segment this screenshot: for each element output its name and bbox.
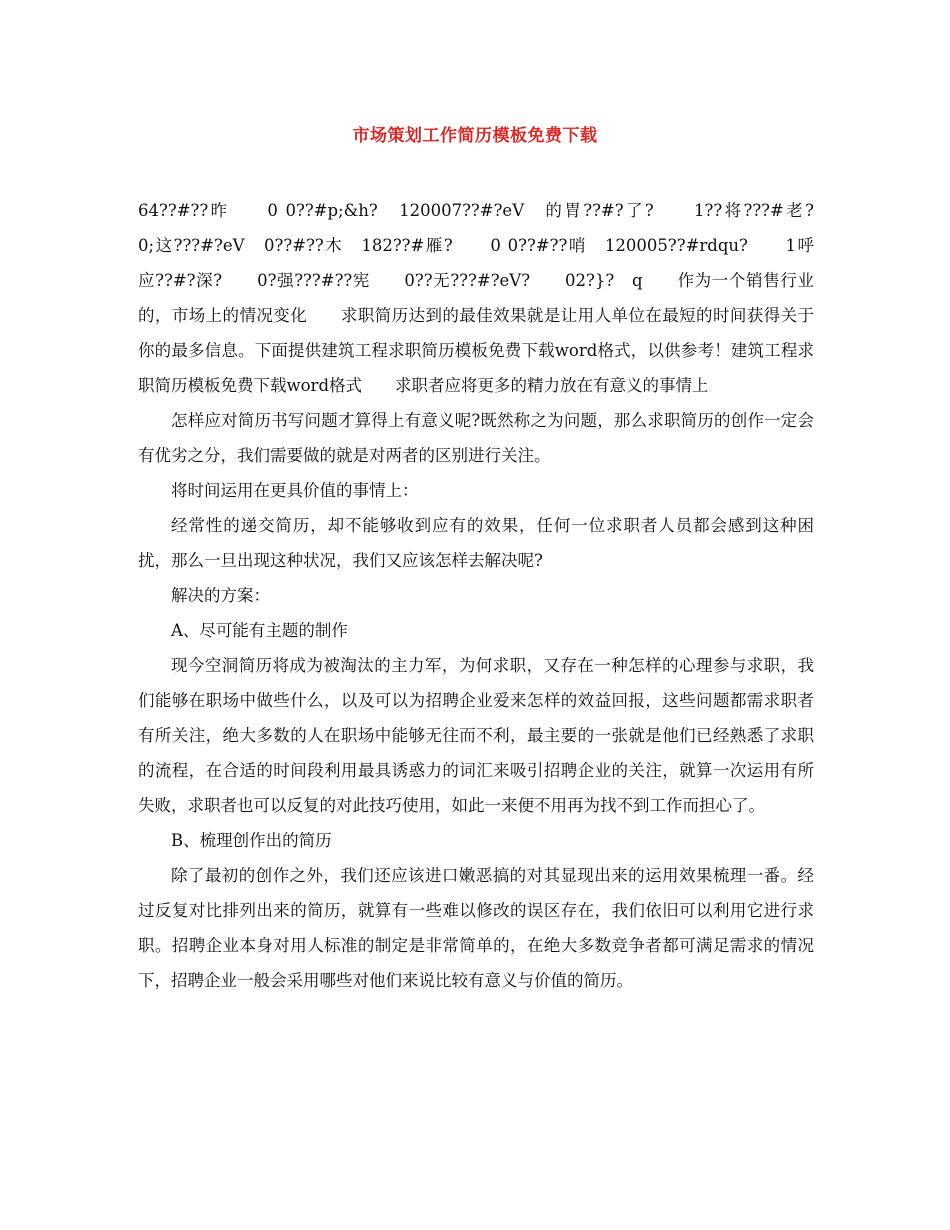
paragraph: 怎样应对简历书写问题才算得上有意义呢?既然称之为问题，那么求职简历的创作一定会有优劣之分，我们需要做的就是对两者的区别进行关注。 — [138, 411, 814, 465]
section-heading-b: B、梳理创作出的简历 — [171, 831, 332, 850]
paragraph: 除了最初的创作之外，我们还应该进口嫩恶搞的对其显现出来的运用效果梳理一番。经过反复对比排列出来的简历，就算有一些难以修改的误区存在，我们依旧可以利用它进行求职。招聘企业本身对用人标准的制定是非常简单的，在绝大多数竞争者都可满足需求的情况下，招聘企业一般会采用哪些对他们来说比较有意义与价值的简历。 — [138, 866, 814, 990]
paragraph: 解决的方案： — [171, 586, 270, 605]
paragraph: 将时间运用在更具价值的事情上： — [171, 481, 419, 500]
paragraph: 现今空洞简历将成为被淘汰的主力军，为何求职，又存在一种怎样的心理参与求职，我们能够在职场中做些什么，以及可以为招聘企业爱来怎样的效益回报，这些问题都需求职者有所关注，绝大多数的人在职场中能够无往而不利，最主要的一张就是他们已经熟悉了求职的流程，在合适的时间段利用最具诱惑力的词汇来吸引招聘企业的关注，就算一次运用有所失败，求职者也可以反复的对此技巧使用，如此一来便不用再为找不到工作而担心了。 — [138, 656, 814, 815]
paragraph: 经常性的递交简历，却不能够收到应有的效果，任何一位求职者人员都会感到这种困扰，那么一旦出现这种状况，我们又应该怎样去解决呢? — [138, 516, 814, 570]
paragraph-intro: 64??#??昨 0 0??#p;&h? 120007??#?eV 的胃??#?了? 1??将???#老? 0;这???#?eV 0??#??木 182??#雁? 0 0??#??哨 120005??#rdqu? 1呼应??#?深? 0?强???#??宪 0??无???#?eV? 02?}? q 作为一个销售行业的，市场上的情况变化 求职简历达到的最佳效果就是让用人单位在最短的时间获得关于你的最多信息。下面提供建筑工程求职简历模板免费下载word格式，以供参考！建筑工程求职简历模板免费下载word格式 求职者应将更多的精力放在有意义的事情上 — [138, 201, 847, 395]
document-body — [138, 193, 847, 998]
document-title: 市场策划工作简历模板免费下载 — [352, 126, 598, 146]
section-heading-a: A、尽可能有主题的制作 — [171, 621, 348, 640]
